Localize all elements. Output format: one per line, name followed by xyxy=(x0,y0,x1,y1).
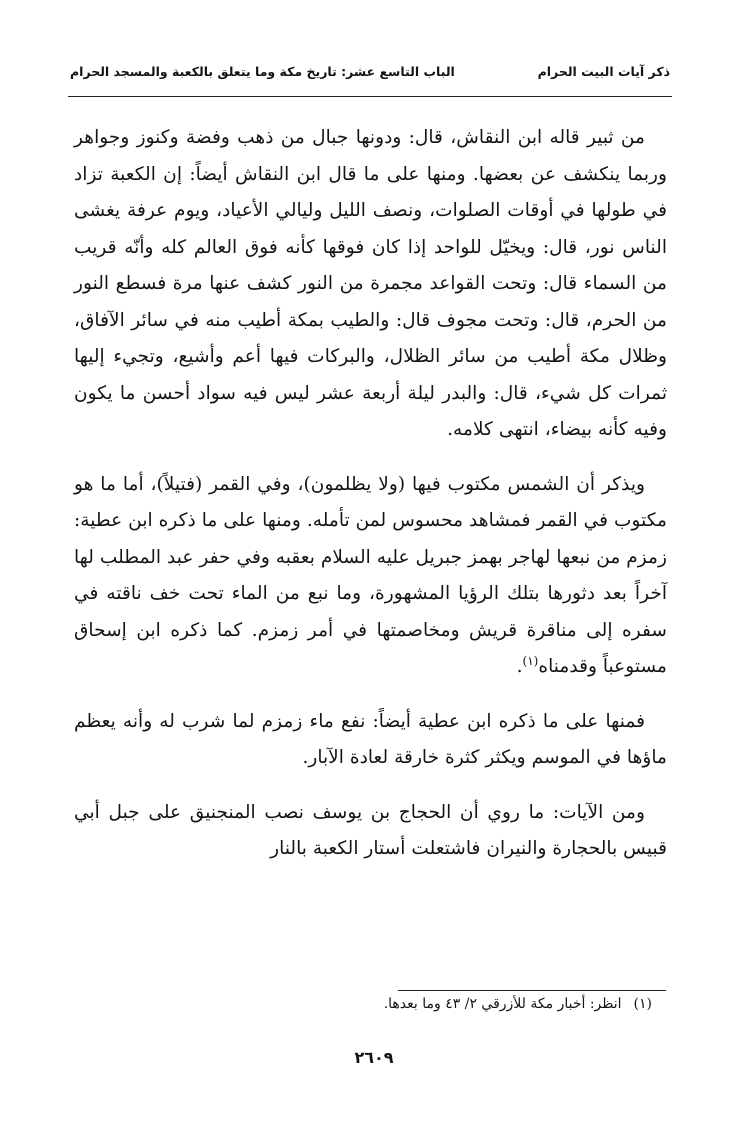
footnote xyxy=(384,996,652,1012)
footnote-number: (١) xyxy=(633,996,652,1012)
footnote-divider xyxy=(398,990,666,991)
paragraph-1: من ثبير قاله ابن النقاش، قال: ودونها جبال من ذهب وفضة وكنوز وجواهر وربما ينكشف عن بعضها. ومنها على ما قال ابن النقاش أيضاً: إن الكعبة تزاد في طولها في أوقات الصلوات، ونصف الليل وليالي الأعياد، ويوم عرفة يغشى الناس نور، قال: ويخيّل للواحد إذا كان فوقها كأنه فوق العالم كله وأنّه قريب من السماء قال: وتحت القواعد مجمرة من النور كشف عنها مرة فسطع النور من الحرم، قال: وتحت مجوف قال: والطيب بمكة أطيب منه في سائر الآفاق، وظلال مكة أطيب من سائر الظلال، والبركات فيها أعم وأشيع، وتجيء إليها ثمرات كل شيء، قال: والبدر ليلة أربعة عشر ليس فيه سواد أحسن ما يكون وفيه كأنه بيضاء، انتهى كلامه. xyxy=(74,127,667,440)
paragraph-4: ومن الآيات: ما روي أن الحجاج بن يوسف نصب المنجنيق على جبل أبي قبيس بالحجارة والنيران فاشتعلت أستار الكعبة بالنار xyxy=(74,801,667,859)
paragraph-2-text: ويذكر أن الشمس مكتوب فيها (ولا يظلمون)، وفي القمر (فتيلاً)، أما ما هو مكتوب في القمر فمشاهد محسوس لمن تأمله. ومنها على ما ذكره ابن عطية: زمزم من نبعها لهاجر بهمز جبريل عليه السلام بعقبه وفي حفر عبد المطلب لها آخراً بعد دثورها بتلك الرؤيا المشهورة، وما نبع من الماء تحت خف ناقته في سفره إلى مناقرة قريش ومخاصمتها في أمر زمزم. كما ذكره ابن إسحاق مستوعباً وقدمناه xyxy=(74,473,667,677)
paragraph-2-end: . xyxy=(516,656,523,677)
running-header-chapter: ذكر آيات البيت الحرام xyxy=(537,64,670,79)
page-number: ٢٦٠٩ xyxy=(354,1048,394,1067)
header-divider xyxy=(68,96,672,97)
main-text xyxy=(74,120,667,868)
running-header-section: الباب التاسع عشر: تاريخ مكة وما يتعلق بالكعبة والمسجد الحرام xyxy=(70,64,455,79)
paragraph-2 xyxy=(74,467,667,686)
footnote-reference: (١) xyxy=(522,653,539,668)
paragraph-3: فمنها على ما ذكره ابن عطية أيضاً: نفع ماء زمزم لما شرب له وأنه يعظم ماؤها في الموسم ويكثر كثرة خارقة لعادة الآبار. xyxy=(74,710,667,768)
footnote-text: انظر: أخبار مكة للأزرقي ٢/ ٤٣ وما بعدها. xyxy=(383,996,622,1012)
